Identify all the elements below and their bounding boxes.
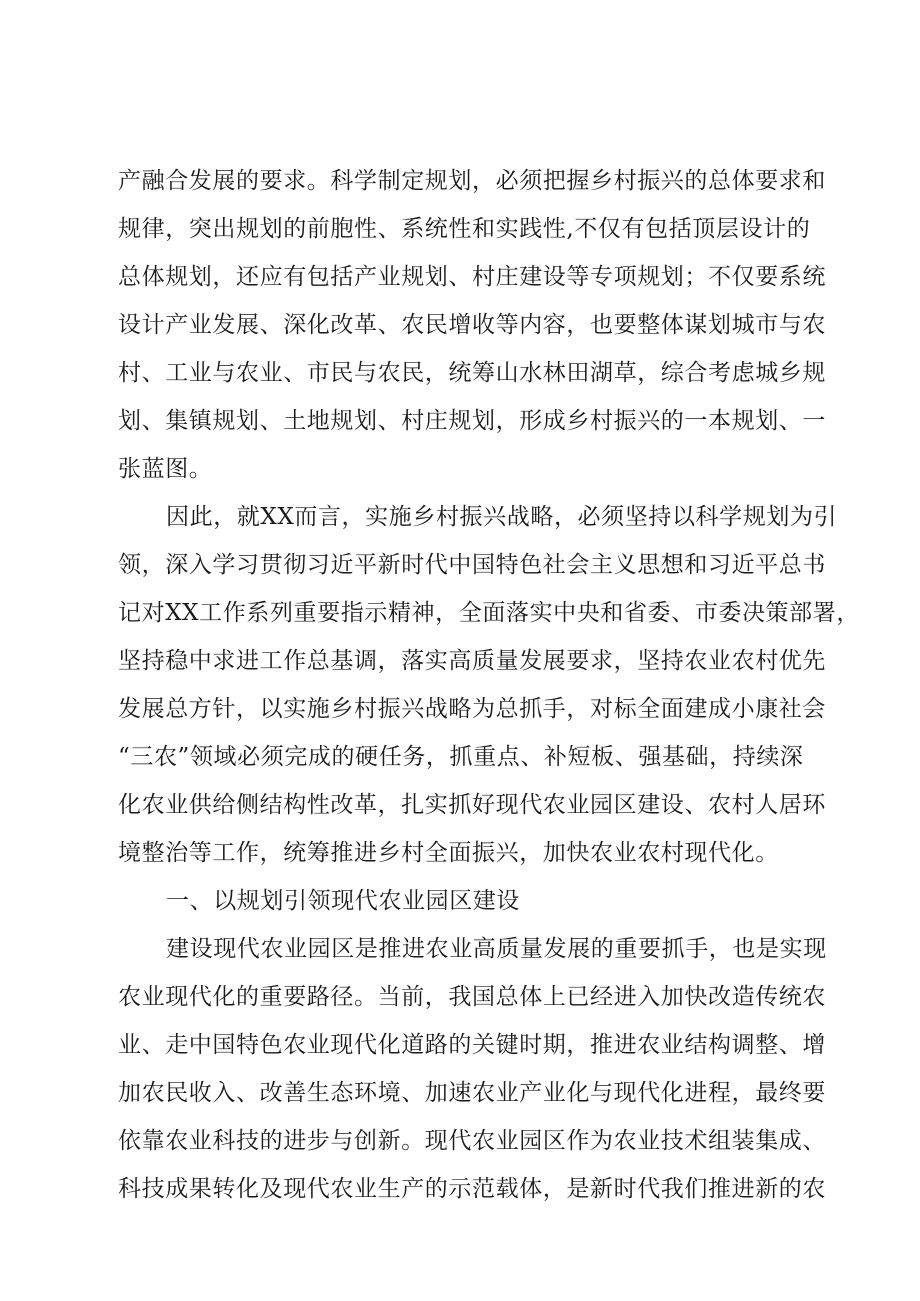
section-heading: 一、以规划引领现代农业园区建设 xyxy=(166,888,520,914)
paragraph-line: 加农民收入、改善生态环境、加速农业产业化与现代化进程，最终要 xyxy=(118,1080,826,1106)
paragraph-line: 依靠农业科技的进步与创新。现代农业园区作为农业技术组装集成、 xyxy=(118,1128,826,1154)
paragraph-line: 科技成果转化及现代农业生产的示范载体，是新时代我们推进新的农 xyxy=(118,1176,826,1202)
paragraph-line: 业、走中国特色农业现代化道路的关键时期，推进农业结构调整、增 xyxy=(118,1032,826,1058)
paragraph-line: 记对XX工作系列重要指示精神，全面落实中央和省委、市委决策部署， xyxy=(118,600,860,626)
paragraph-line: 设计产业发展、深化改革、农民增收等内容，也要整体谋划城市与农 xyxy=(118,312,826,338)
paragraph-line: 领，深入学习贯彻习近平新时代中国特色社会主义思想和习近平总书 xyxy=(118,552,826,578)
paragraph-line: 坚持稳中求进工作总基调，落实高质量发展要求，坚持农业农村优先 xyxy=(118,648,826,674)
paragraph-line: 村、工业与农业、市民与农民，统筹山水林田湖草，综合考虑城乡规 xyxy=(118,360,826,386)
paragraph-line: 化农业供给侧结构性改革，扎实抓好现代农业园区建设、农村人居环 xyxy=(118,792,826,818)
paragraph-line: 划、集镇规划、土地规划、村庄规划，形成乡村振兴的一本规划、一 xyxy=(118,408,826,434)
paragraph-line: 因此，就XX而言，实施乡村振兴战略，必须坚持以科学规划为引 xyxy=(166,504,838,530)
paragraph-line: 规律，突出规划的前胞性、系统性和实践性,不仅有包括顶层设计的 xyxy=(118,216,811,242)
paragraph-line: 发展总方针，以实施乡村振兴战略为总抓手，对标全面建成小康社会 xyxy=(118,696,826,722)
paragraph-line: “三农”领域必须完成的硬任务，抓重点、补短板、强基础，持续深 xyxy=(118,744,804,770)
paragraph-line: 总体规划，还应有包括产业规划、村庄建设等专项规划；不仅要系统 xyxy=(118,264,826,290)
paragraph-line: 农业现代化的重要路径。当前，我国总体上已经进入加快改造传统农 xyxy=(118,984,826,1010)
paragraph-line: 境整治等工作，统筹推进乡村全面振兴，加快农业农村现代化。 xyxy=(118,840,779,866)
paragraph-line: 张蓝图。 xyxy=(118,456,213,482)
paragraph-line: 建设现代农业园区是推进农业高质量发展的重要抓手，也是实现 xyxy=(166,936,827,962)
paragraph-line: 产融合发展的要求。科学制定规划，必须把握乡村振兴的总体要求和 xyxy=(118,168,826,194)
